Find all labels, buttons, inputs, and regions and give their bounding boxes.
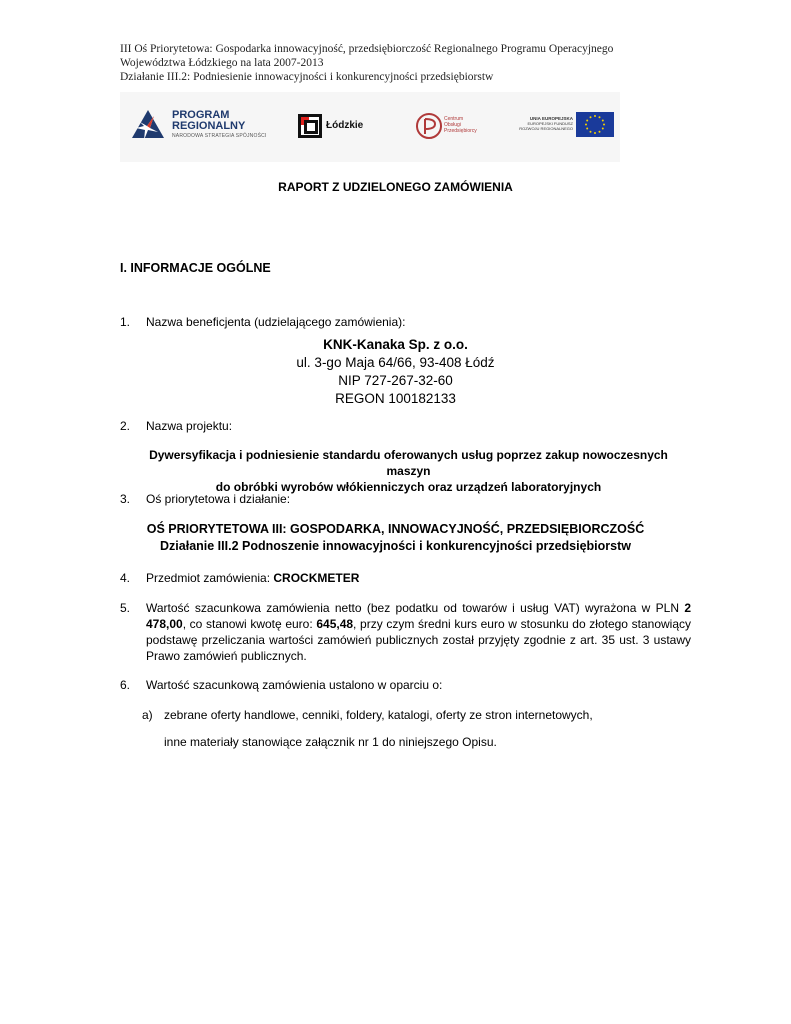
lodzkie-label: Łódzkie [326, 120, 364, 131]
item-number: 6. [120, 678, 131, 692]
axis-line-1: OŚ PRIORYTETOWA III: GOSPODARKA, INNOWACYJNOŚĆ, PRZEDSIĘBIORCZOŚĆ [146, 522, 645, 536]
beneficiary-block [0, 336, 791, 408]
regionalny-label: REGIONALNY [172, 120, 246, 132]
value-text-2: , co stanowi kwotę euro: [182, 617, 317, 631]
program-label: PROGRAM [172, 109, 230, 121]
value-pln: 2 478,00 [146, 601, 691, 631]
beneficiary-name: KNK-Kanaka Sp. z o.o. [323, 337, 468, 352]
item-number: 2. [120, 419, 131, 433]
lodzkie-mark-icon [298, 114, 322, 138]
centrum-mark-icon [416, 112, 442, 140]
centrum-line-3: Przedsiębiorcy [444, 128, 477, 134]
document-header [120, 42, 680, 84]
subitem-letter: a) [142, 708, 153, 722]
eu-logo [517, 112, 617, 142]
value-text-3: , przy czym średni kurs euro w stosunku do złotego stanowiący podstawę przeliczania wartości zamówień publicznych został przyjęty zgodnie z art. 35 ust. 3 ustawy Prawo zamówień publicznych. [146, 617, 691, 663]
order-subject: CROCKMETER [273, 571, 360, 585]
item-number: 3. [120, 492, 131, 506]
item-label: Nazwa beneficjenta (udzielającego zamówienia): [146, 315, 406, 329]
centrum-obslugi-logo [416, 112, 486, 142]
item-number: 1. [120, 315, 131, 329]
axis-line-2: Działanie III.2 Podnoszenie innowacyjności i konkurencyjności przedsiębiorstw [160, 539, 631, 553]
project-line-2: do obróbki wyrobów włókienniczych oraz urządzeń laboratoryjnych [215, 480, 602, 494]
lodzkie-logo [298, 114, 378, 140]
program-regionalny-logo [130, 106, 270, 146]
beneficiary-address: ul. 3-go Maja 64/66, 93-408 Łódź [296, 355, 495, 370]
value-eur: 645,48 [316, 617, 354, 631]
item-label: Wartość szacunkową zamówienia ustalono w oparciu o: [146, 678, 443, 692]
header-line-1: III Oś Priorytetowa: Gospodarka innowacyjność, przedsiębiorczość Regionalnego Programu Operacyjnego [120, 43, 614, 55]
project-name [146, 447, 671, 495]
beneficiary-regon: REGON 100182133 [335, 391, 456, 406]
beneficiary-nip: NIP 727-267-32-60 [338, 373, 453, 388]
attachment-note: inne materiały stanowiące załącznik nr 1 do niniejszego Opisu. [164, 735, 497, 749]
eu-flag-icon [576, 112, 614, 137]
priority-axis [0, 521, 791, 555]
eu-line-1: UNIA EUROPEJSKA [529, 116, 573, 121]
item-number: 5. [120, 601, 131, 615]
item-label: Oś priorytetowa i działanie: [146, 492, 291, 506]
section-heading: I. INFORMACJE OGÓLNE [120, 261, 271, 275]
header-line-3: Działanie III.2: Podniesienie innowacyjności i konkurencyjności przedsiębiorstw [120, 71, 494, 83]
star-icon [130, 108, 166, 144]
value-text-1: Wartość szacunkowa zamówienia netto (bez podatku od towarów i usług VAT) wyrażona w PLN [146, 601, 685, 615]
header-line-2: Województwa Łódzkiego na lata 2007-2013 [120, 57, 324, 69]
page-title: RAPORT Z UDZIELONEGO ZAMÓWIENIA [278, 180, 513, 194]
centrum-line-2: Obsługi [444, 122, 461, 128]
centrum-line-1: Centrum [444, 116, 464, 122]
logo-bar [120, 92, 620, 162]
item-label: Nazwa projektu: [146, 419, 233, 433]
item-number: 4. [120, 571, 131, 585]
program-subtitle: NARODOWA STRATEGIA SPÓJNOŚCI [172, 133, 267, 139]
subitem-label: zebrane oferty handlowe, cenniki, foldery, katalogi, oferty ze stron internetowych, [164, 708, 593, 722]
item-label: Przedmiot zamówienia: [146, 571, 274, 585]
project-line-1: Dywersyfikacja i podniesienie standardu oferowanych usług poprzez zakup nowoczesnych maszyn [149, 448, 668, 478]
eu-line-3: ROZWOJU REGIONALNEGO [519, 126, 573, 131]
eu-line-2: EUROPEJSKI FUNDUSZ [527, 121, 573, 126]
